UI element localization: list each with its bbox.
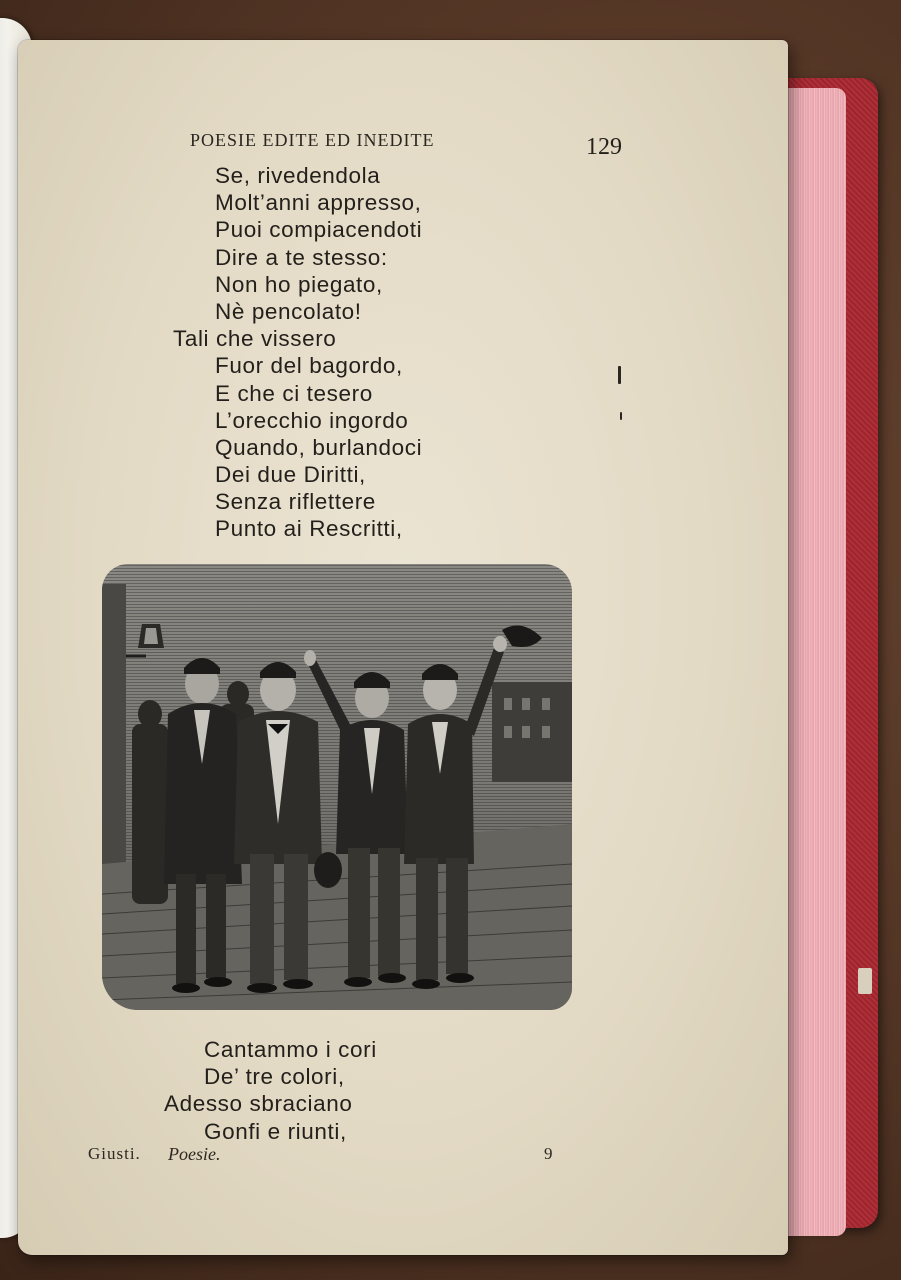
footer-title: Poesie. [168,1144,221,1164]
verse-line: Senza riflettere [215,489,376,515]
verse-line: De’ tre colori, [204,1064,345,1090]
verse-line: Puoi compiacendoti [215,217,423,243]
verse-line: E che ci tesero [215,380,373,406]
page-number: 129 [586,134,622,160]
building-wall [102,584,126,904]
engraving-illustration [102,564,572,1010]
verse-line: Gonfi e riunti, [204,1118,347,1144]
ink-speck [620,412,622,420]
verse-line: Cantammo i cori [204,1037,377,1062]
verse-line: Quando, burlandoci [215,434,423,460]
footer-author: Giusti. [88,1144,141,1163]
engraving-drawing [102,564,572,1010]
verse-line: Non ho piegato, [215,271,383,297]
verse-line: Nè pencolato! [215,298,362,324]
verse-line: Adesso sbraciano [164,1091,353,1117]
book-page [18,40,788,1255]
verse-block-bottom [164,1036,377,1145]
verse-line: Dei due Diritti, [215,462,366,488]
cover-clasp [858,968,872,994]
street-lamp [126,624,164,656]
verse-line: Dire a te stesso: [215,244,388,270]
verse-line: Se, rivedendola [215,163,381,188]
verse-line: Punto ai Rescritti, [215,516,403,542]
verse-line: Molt’anni appresso, [215,190,422,216]
signature-mark: 9 [544,1144,553,1163]
verse-block-top [173,162,422,543]
verse-line: Fuor del bagordo, [215,353,403,379]
ink-speck [618,366,621,384]
verse-line: Tali che vissero [173,326,337,352]
running-head: POESIE EDITE ED INEDITE [190,130,435,150]
verse-line: L’orecchio ingordo [215,407,409,433]
